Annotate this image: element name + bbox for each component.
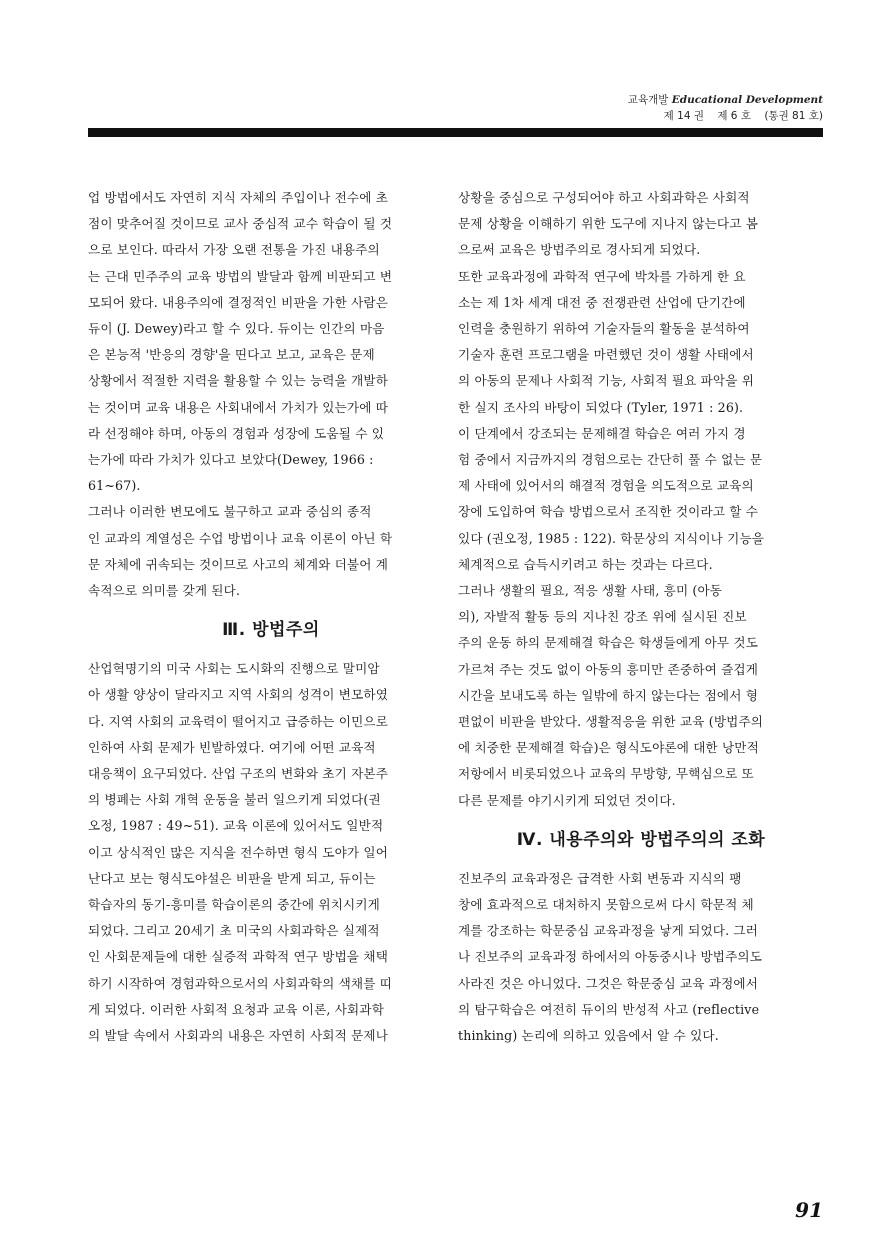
text-line: 하기 시작하여 경험과학으로서의 사회과학의 색채를 띠 xyxy=(88,975,393,991)
text-line: 인 교과의 계열성은 수업 방법이나 교육 이론이 아닌 학 xyxy=(88,530,393,546)
paragraph xyxy=(88,656,454,1049)
text-line: 모되어 왔다. 내용주의에 결정적인 비판을 가한 사람은 xyxy=(88,294,389,310)
text-line: 게 되었다. 이러한 사회적 요청과 교육 이론, 사회과학 xyxy=(88,1001,385,1017)
text-line: 그러나 이러한 변모에도 불구하고 교과 중심의 종적 xyxy=(88,504,372,520)
text-line: 체계적으로 습득시키려고 하는 것과는 다르다. xyxy=(458,556,713,572)
right-column xyxy=(458,185,824,1049)
text-line: 되었다. 그리고 20세기 초 미국의 사회과학은 실제적 xyxy=(88,923,380,939)
text-line: 는가에 따라 가치가 있다고 보았다(Dewey, 1966 : xyxy=(88,452,374,468)
text-line: 인 사회문제들에 대한 실증적 과학적 연구 방법을 채택 xyxy=(88,949,389,965)
text-line: 이 단계에서 강조되는 문제해결 학습은 여러 가지 경 xyxy=(458,425,746,441)
text-line: 소는 제 1차 세계 대전 중 전쟁관련 산업에 단기간에 xyxy=(458,294,746,310)
text-line: 으로 보인다. 따라서 가장 오랜 전통을 가진 내용주의 xyxy=(88,242,380,258)
text-line: 듀이 (J. Dewey)라고 할 수 있다. 듀이는 인간의 마음 xyxy=(88,321,385,337)
text-line: 의 아동의 문제나 사회적 기능, 사회적 필요 파악을 위 xyxy=(458,373,755,389)
text-line: 계를 강조하는 학문중심 교육과정을 낳게 되었다. 그러 xyxy=(458,923,759,939)
journal-title-en: Educational Development xyxy=(671,94,823,106)
paragraph xyxy=(458,866,824,1049)
text-line: 험 중에서 지금까지의 경험으로는 간단히 풀 수 없는 문 xyxy=(458,452,763,468)
page-number: 91 xyxy=(795,1198,823,1222)
volume-label: 제 14 권 xyxy=(663,110,704,122)
paragraph xyxy=(458,185,824,264)
text-line: 에 치중한 문제해결 학습)은 형식도야론에 대한 낭만적 xyxy=(458,740,759,756)
text-line: 제 사태에 있어서의 해결적 경험을 의도적으로 교육의 xyxy=(458,478,754,494)
text-line: 주의 운동 하의 문제해결 학습은 학생들에게 아무 것도 xyxy=(458,635,759,651)
text-line: 한 실지 조사의 바탕이 되었다 (Tyler, 1971 : 26). xyxy=(458,399,744,415)
text-line: 의 발달 속에서 사회과의 내용은 자연히 사회적 문제나 xyxy=(88,1028,389,1044)
text-line: 다른 문제를 야기시키게 되었던 것이다. xyxy=(458,792,676,808)
text-line: 문 자체에 귀속되는 것이므로 사고의 체계와 더불어 계 xyxy=(88,556,389,572)
text-line: 저항에서 비롯되었으나 교육의 무방향, 무핵심으로 또 xyxy=(458,766,754,782)
text-line: 시간을 보내도록 하는 일밖에 하지 않는다는 점에서 형 xyxy=(458,687,759,703)
text-line: 인력을 충원하기 위하여 기술자들의 활동을 분석하여 xyxy=(458,321,750,337)
text-line: 장에 도입하여 학습 방법으로서 조직한 것이라고 할 수 xyxy=(458,504,759,520)
text-line: 사라진 것은 아니었다. 그것은 학문중심 교육 과정에서 xyxy=(458,975,759,991)
text-line: 는 것이며 교육 내용은 사회내에서 가치가 있는가에 따 xyxy=(88,399,389,415)
paragraph xyxy=(88,185,454,499)
text-line: 나 진보주의 교육과정 하에서의 아동중시나 방법주의도 xyxy=(458,949,763,965)
text-line: 의 탐구학습은 여전히 듀이의 반성적 사고 (reflective xyxy=(458,1001,760,1017)
journal-title-ko: 교육개발 xyxy=(627,94,669,106)
running-header xyxy=(628,92,823,124)
text-line: 이고 상식적인 많은 지식을 전수하면 형식 도야가 일어 xyxy=(88,844,389,860)
text-line: 상황에서 적절한 지력을 활용할 수 있는 능력을 개발하 xyxy=(88,373,389,389)
text-line: 가르쳐 주는 것도 없이 아동의 흥미만 존중하여 즐겁게 xyxy=(458,661,759,677)
text-line: 점이 맞추어질 것이므로 교사 중심적 교수 학습이 될 것 xyxy=(88,216,393,232)
text-line: 아 생활 양상이 달라지고 지역 사회의 성격이 변모하였 xyxy=(88,687,389,703)
issue-info xyxy=(628,108,823,124)
text-line: 난다고 보는 형식도야설은 비판을 받게 되고, 듀이는 xyxy=(88,870,376,886)
text-line: 오정, 1987 : 49~51). 교육 이론에 있어서도 일반적 xyxy=(88,818,384,834)
section-heading: Ⅲ. 방법주의 xyxy=(222,620,320,641)
paragraph xyxy=(458,421,824,578)
text-line: 는 근대 민주주의 교육 방법의 발달과 함께 비판되고 변 xyxy=(88,268,393,284)
header-rule xyxy=(88,128,823,137)
text-line: thinking) 논리에 의하고 있음에서 알 수 있다. xyxy=(458,1028,719,1044)
text-line: 또한 교육과정에 과학적 연구에 박차를 가하게 한 요 xyxy=(458,268,746,284)
text-line: 다. 지역 사회의 교육력이 떨어지고 급증하는 이민으로 xyxy=(88,713,389,729)
journal-title xyxy=(628,92,823,108)
text-line: 대응책이 요구되었다. 산업 구조의 변화와 초기 자본주 xyxy=(88,766,389,782)
section-heading: Ⅳ. 내용주의와 방법주의의 조화 xyxy=(516,829,766,850)
text-line: 그러나 생활의 필요, 적응 생활 사태, 흥미 (아동 xyxy=(458,583,723,599)
text-line: 창에 효과적으로 대처하지 못함으로써 다시 학문적 체 xyxy=(458,897,754,913)
text-line: 의), 자발적 활동 등의 지나친 강조 위에 실시된 진보 xyxy=(458,609,747,625)
text-line: 의 병폐는 사회 개혁 운동을 불러 일으키게 되었다(권 xyxy=(88,792,381,808)
text-line: 기술자 훈련 프로그램을 마련했던 것이 생활 사태에서 xyxy=(458,347,754,363)
text-line: 61~67). xyxy=(88,478,141,494)
text-line: 라 선정해야 하며, 아동의 경험과 성장에 도움될 수 있 xyxy=(88,425,385,441)
total-issue-label: (통권 81 호) xyxy=(764,110,823,122)
issue-label: 제 6 호 xyxy=(717,110,751,122)
text-line: 상황을 중심으로 구성되어야 하고 사회과학은 사회적 xyxy=(458,190,750,205)
left-column xyxy=(88,185,454,1049)
text-line: 편없이 비판을 받았다. 생활적응을 위한 교육 (방법주의 xyxy=(458,714,764,730)
text-line: 문제 상황을 이해하기 위한 도구에 지나지 않는다고 봄 xyxy=(458,216,759,232)
paragraph xyxy=(88,499,454,604)
text-line: 학습자의 동기-흥미를 학습이론의 중간에 위치시키게 xyxy=(88,897,380,913)
text-line: 은 본능적 '반응의 경향'을 띤다고 보고, 교육은 문제 xyxy=(88,347,375,363)
text-line: 업 방법에서도 자연히 지식 자체의 주입이나 전수에 초 xyxy=(88,190,389,205)
text-line: 속적으로 의미를 갖게 된다. xyxy=(88,583,241,599)
paragraph xyxy=(458,578,824,814)
text-line: 인하여 사회 문제가 빈발하였다. 여기에 어떤 교육적 xyxy=(88,739,376,755)
text-line: 진보주의 교육과정은 급격한 사회 변동과 지식의 팽 xyxy=(458,870,742,886)
text-line: 으로써 교육은 방법주의로 경사되게 되었다. xyxy=(458,242,701,258)
text-line: 산업혁명기의 미국 사회는 도시화의 진행으로 말미암 xyxy=(88,661,380,677)
text-line: 있다 (권오정, 1985 : 122). 학문상의 지식이나 기능을 xyxy=(458,530,765,546)
paragraph xyxy=(458,264,824,421)
